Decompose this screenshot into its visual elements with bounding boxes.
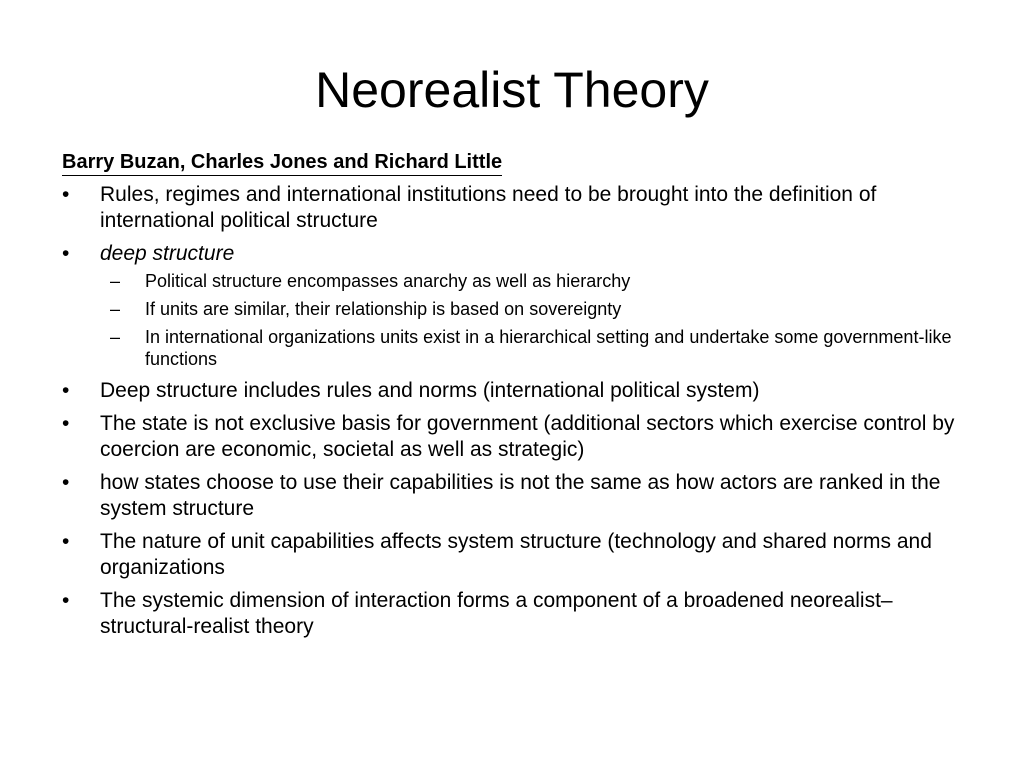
bullet-item [62, 378, 972, 404]
bullet-dot: • [62, 183, 70, 206]
bullet-text-deep-structure: deep structure [100, 242, 235, 266]
bullet-item [62, 529, 972, 581]
sub-bullet-item [100, 271, 972, 293]
bullet-item [62, 470, 972, 522]
sub-bullet-dash: – [110, 299, 121, 320]
bullet-item [62, 241, 972, 371]
bullet-text: how states choose to use their capabilities is not the same as how actors are ranked in the system structure [100, 471, 941, 521]
bullet-dot: • [62, 411, 70, 435]
bullet-item [62, 182, 972, 234]
sub-bullet-item [100, 299, 972, 321]
slide-title: Neorealist Theory [315, 62, 709, 118]
sub-bullet-text: In international organizations units exist in a hierarchical setting and undertake some government-like functions [145, 327, 952, 369]
bullet-text: The state is not exclusive basis for government (additional sectors which exercise control by coercion are economic, societal as well as strategic) [100, 411, 955, 461]
bullet-text: The nature of unit capabilities affects system structure (technology and shared norms and organizations [100, 530, 932, 580]
bullet-dot: • [62, 589, 70, 613]
bullet-list [62, 182, 972, 640]
sub-bullet-list [100, 271, 972, 371]
bullet-item [62, 411, 972, 463]
bullet-dot: • [62, 242, 70, 266]
bullet-text: Rules, regimes and international institutions need to be brought into the definition of international political structure [100, 183, 877, 233]
sub-bullet-item [100, 327, 972, 371]
bullet-text: Deep structure includes rules and norms (international political system) [100, 378, 760, 402]
bullet-text: The systemic dimension of interaction forms a component of a broadened neorealist– structural-realist theory [100, 589, 893, 639]
slide-content [62, 150, 972, 647]
sub-bullet-dash: – [110, 271, 121, 292]
sub-bullet-dash: – [110, 327, 121, 347]
bullet-dot: • [62, 378, 70, 402]
sub-bullet-text: Political structure encompasses anarchy as well as hierarchy [145, 271, 631, 292]
bullet-dot: • [62, 471, 70, 494]
author-subheading: Barry Buzan, Charles Jones and Richard Little [62, 150, 502, 176]
bullet-item [62, 588, 972, 640]
sub-bullet-text: If units are similar, their relationship is based on sovereignty [145, 299, 622, 320]
bullet-dot: • [62, 530, 70, 554]
